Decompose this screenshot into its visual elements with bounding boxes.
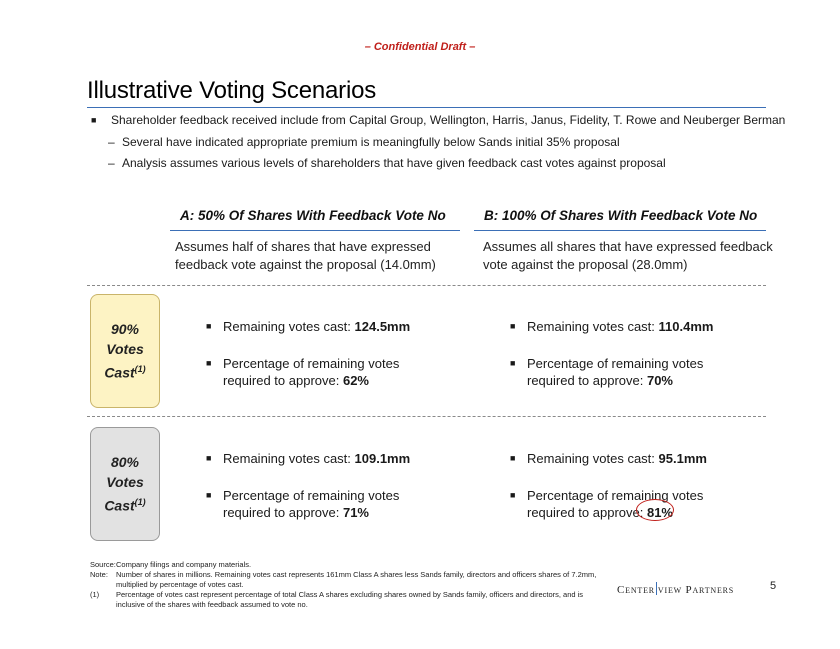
row1-b-remaining: ■ Remaining votes cast: 110.4mm — [510, 319, 714, 334]
sub-bullet: – Analysis assumes various levels of shareholders that have given feedback cast votes against proposal — [108, 156, 666, 170]
footnote-source: Source: Company filings and company materials. — [90, 560, 252, 569]
row2-b-percentage: ■ Percentage of remaining votes required to approve: 81% — [510, 488, 704, 520]
column-a-description: Assumes half of shares that have expressed feedback vote against the proposal (14.0mm) — [175, 239, 436, 272]
square-bullet-icon: ■ — [91, 115, 97, 125]
row2-a-remaining: ■ Remaining votes cast: 109.1mm — [206, 451, 411, 466]
page-title: Illustrative Voting Scenarios — [87, 77, 377, 104]
footnotes — [90, 560, 610, 610]
footnote-1: (1) Percentage of votes cast represent percentage of total Class A shares excluding shares owned by Sands family, officers and directors, and is inclusive of the shares with feedback assumed to vote no. — [90, 590, 584, 609]
row1-b-percentage: ■ Percentage of remaining votes required to approve: 70% — [510, 356, 704, 388]
row2-a-percentage: ■ Percentage of remaining votes required to approve: 71% — [206, 488, 400, 520]
row1-a-percentage: ■ Percentage of remaining votes required to approve: 62% — [206, 356, 400, 388]
title-divider — [87, 107, 766, 108]
row2-b-remaining: ■ Remaining votes cast: 95.1mm — [510, 451, 707, 466]
column-b-description: Assumes all shares that have expressed feedback vote against the proposal (28.0mm) — [483, 239, 773, 272]
row-label-80: 80% Votes Cast$^{(1)}$ — [90, 427, 160, 541]
column-a-divider — [170, 230, 460, 231]
dashed-divider — [87, 285, 766, 286]
confidential-banner: – Confidential Draft – — [364, 41, 476, 53]
row1-a-remaining: ■ Remaining votes cast: 124.5mm — [206, 319, 411, 334]
sub-bullet: – Several have indicated appropriate premium is meaningfully below Sands initial 35% proposal — [108, 135, 620, 149]
main-bullet: ■ Shareholder feedback received include from Capital Group, Wellington, Harris, Janus, Fidelity, T. Rowe and Neuberger Berman — [91, 113, 786, 127]
column-b-heading: B: 100% Of Shares With Feedback Vote No — [484, 208, 758, 223]
column-a-heading: A: 50% Of Shares With Feedback Vote No — [180, 208, 446, 223]
dashed-divider — [87, 416, 766, 417]
footnote-note: Note: Number of shares in millions. Remaining votes cast represents 161mm Class A shares less Sands family, directors and officers shares of 7.2mm, multiplied by percentage of votes cast. — [90, 570, 597, 589]
column-b-divider — [474, 230, 766, 231]
centerview-logo: Center view Partners — [617, 584, 735, 596]
row-label-90: 90% Votes Cast$^{(1)}$ — [90, 294, 160, 408]
page-number: 5 — [770, 580, 777, 592]
highlight-circle — [636, 499, 674, 521]
